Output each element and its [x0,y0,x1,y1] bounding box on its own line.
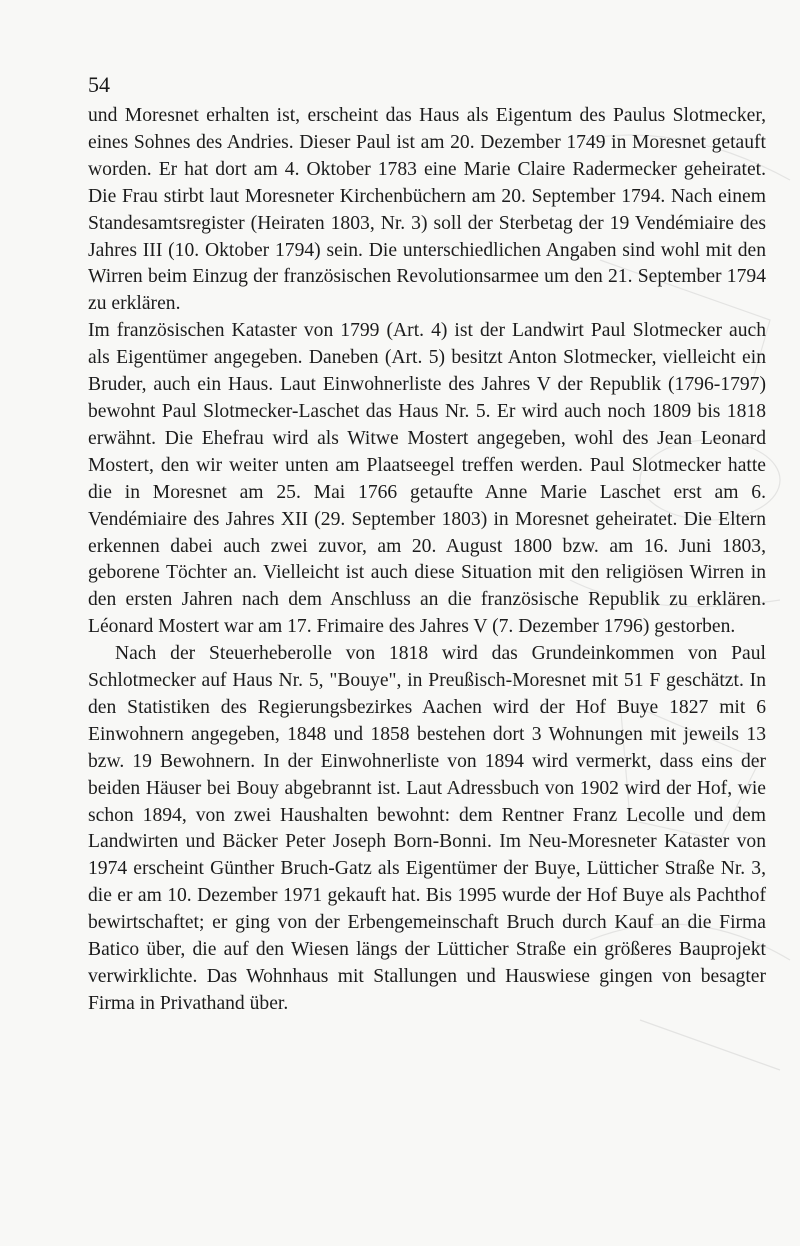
paragraph: und Moresnet erhalten ist, erscheint das Haus als Eigentum des Paulus Slotmecker, eines Sohnes des Andries. Dieser Paul ist am 20. Dezember 1749 in Moresnet getauft worden. Er hat dort am 4. Oktober 1783 eine Marie Claire Radermecker geheiratet. Die Frau stirbt laut Moresneter Kirchenbüchern am 20. September 1794. Nach einem Standesamtsregister (Heiraten 1803, Nr. 3) soll der Sterbetag der 19 Vendémiaire des Jahres III (10. Oktober 1794) sein. Die unterschiedlichen Angaben sind wohl mit den Wirren beim Einzug der französischen Revolutionsarmee um den 21. September 1794 zu erklären. [88,105,766,315]
body-text [88,103,766,1018]
paragraph: Im französischen Kataster von 1799 (Art. 4) ist der Landwirt Paul Slotmecker auch als Eigentümer angegeben. Daneben (Art. 5) besitzt Anton Slotmecker, vielleicht ein Bruder, auch ein Haus. Laut Einwohnerliste des Jahres V der Republik (1796-1797) bewohnt Paul Slotmecker-Laschet das Haus Nr. 5. Er wird auch noch 1809 bis 1818 erwähnt. Die Ehefrau wird als Witwe Mostert angegeben, wohl des Jean Leonard Mostert, den wir weiter unten am Plaatseegel treffen werden. Paul Slotmecker hatte die in Moresnet am 25. Mai 1766 getaufte Anne Marie Laschet erst am 6. Vendémiaire des Jahres XII (29. September 1803) in Moresnet geheiratet. Die Eltern erkennen dabei auch zwei zuvor, am 20. August 1800 bzw. am 16. Juni 1803, geborene Töchter an. Vielleicht ist auch diese Situation mit den religiösen Wirren in den ersten Jahren nach dem Anschluss an die französische Republik zu erklären. Léonard Mostert war am 17. Frimaire des Jahres V (7. Dezember 1796) gestorben. [88,320,766,638]
page-number: 54 [88,72,110,97]
paragraph: Nach der Steuerheberolle von 1818 wird das Grundeinkommen von Paul Schlotmecker auf Haus Nr. 5, "Bouye", in Preußisch-Moresnet mit 51 F geschätzt. In den Statistiken des Regierungsbezirkes Aachen wird der Hof Buye 1827 mit 6 Einwohnern angegeben, 1848 und 1858 bestehen dort 3 Wohnungen mit jeweils 13 bzw. 19 Bewohnern. In der Einwohnerliste von 1894 wird vermerkt, dass eins der beiden Häuser bei Bouy abgebrannt ist. Laut Adressbuch von 1902 wird der Hof, wie schon 1894, von zwei Haushalten bewohnt: dem Rentner Franz Lecolle und dem Landwirten und Bäcker Peter Joseph Born-Bonni. Im Neu-Moresneter Kataster von 1974 erscheint Günther Bruch-Gatz als Eigentümer der Buye, Lütticher Straße Nr. 3, die er am 10. Dezember 1971 gekauft hat. Bis 1995 wurde der Hof Buye als Pachthof bewirtschaftet; er ging von der Erbengemeinschaft Bruch durch Kauf an die Firma Batico über, die auf den Wiesen längs der Lütticher Straße ein größeres Bauprojekt verwirklichte. Das Wohnhaus mit Stallungen und Hauswiese gingen von besagter Firma in Privathand über. [88,643,766,1014]
